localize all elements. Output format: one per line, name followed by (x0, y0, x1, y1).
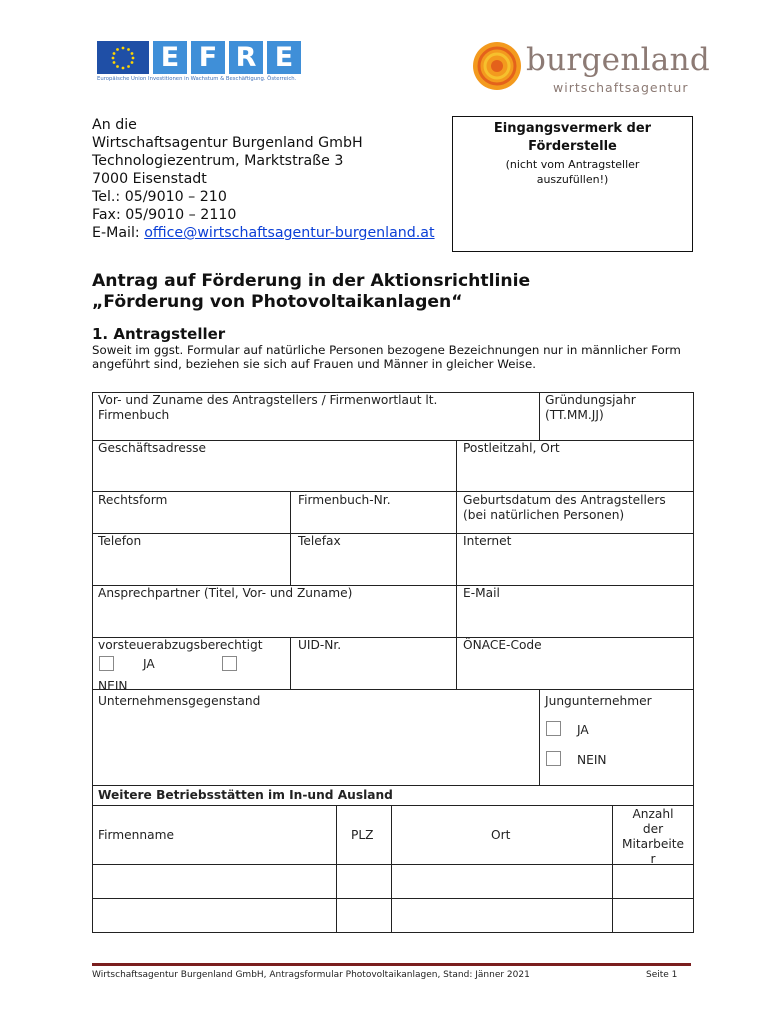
section-heading: 1. Antragsteller (92, 325, 226, 343)
stamp-note-line: (nicht vom Antragsteller (505, 158, 640, 171)
vat-yes-checkbox[interactable] (99, 656, 114, 671)
sites-heading: Weitere Betriebsstätten im In-und Ausland (98, 788, 393, 802)
footer-rule (92, 963, 691, 966)
young-entrepreneur-label: Jungunternehmer (545, 694, 652, 708)
address-line: An die (92, 117, 137, 133)
address-line: Wirtschaftsagentur Burgenland GmbH (92, 135, 363, 151)
business-address-label: Geschäftsadresse (98, 441, 207, 455)
register-number-label: Firmenbuch-Nr. (298, 493, 391, 507)
legal-form-label: Rechtsform (98, 493, 168, 507)
vat-no-label: NEIN (98, 679, 128, 693)
label-line: Geburtsdatum des Antragstellers (463, 493, 666, 507)
efre-subtitle: Europäische Union Investitionen in Wachstum & Beschäftigung. Österreich. (97, 76, 297, 82)
label-line: Vor- und Zuname des Antragstellers / Firmenwortlaut lt. (98, 393, 438, 407)
business-purpose-label: Unternehmensgegenstand (98, 694, 261, 708)
receipt-stamp-box (452, 116, 693, 252)
column-header-plz: PLZ (351, 828, 374, 842)
header-line: Anzahl (632, 807, 674, 821)
efre-letter: R (229, 41, 263, 74)
young-entrepreneur-no-label: NEIN (577, 753, 607, 767)
founding-year-label (545, 393, 636, 423)
title-line: Antrag auf Förderung in der Aktionsrichtlinie (92, 271, 531, 291)
label-line: Gründungsjahr (545, 393, 636, 407)
birthdate-label (463, 493, 666, 523)
name-label (98, 393, 437, 423)
burgenland-subtitle: wirtschaftsagentur (553, 80, 689, 95)
efre-letter: E (267, 41, 301, 74)
email-label: E-Mail (463, 586, 500, 600)
burgenland-logo (471, 40, 710, 100)
stamp-note (453, 157, 692, 187)
stamp-title-line: Eingangsvermerk der (493, 121, 652, 136)
burgenland-wordmark: burgenland (526, 42, 710, 78)
address-line: Technologiezentrum, Marktstraße 3 (92, 153, 344, 169)
young-entrepreneur-yes-checkbox[interactable] (546, 721, 561, 736)
label-line: (TT.MM.JJ) (545, 408, 604, 422)
address-line: Tel.: 05/9010 – 210 (92, 189, 227, 205)
email-link[interactable]: office@wirtschaftsagentur-burgenland.at (144, 225, 435, 241)
address-email-row (92, 224, 452, 242)
sun-spiral-icon (471, 40, 523, 92)
address-line: Fax: 05/9010 – 2110 (92, 207, 237, 223)
internet-label: Internet (463, 534, 512, 548)
column-header-company: Firmenname (98, 828, 174, 842)
header-line: Mitarbeite (621, 837, 685, 851)
efre-logo (97, 41, 307, 85)
vat-no-checkbox[interactable] (222, 656, 237, 671)
title-line: „Förderung von Photovoltaikanlagen“ (92, 292, 463, 312)
fax-label: Telefax (298, 534, 341, 548)
header-line: der (642, 822, 664, 836)
recipient-address (92, 116, 452, 242)
young-entrepreneur-no-checkbox[interactable] (546, 751, 561, 766)
onace-label: ÖNACE-Code (463, 638, 542, 652)
email-prefix: E-Mail: (92, 225, 145, 241)
document-title (92, 271, 530, 313)
efre-letter: F (191, 41, 225, 74)
eu-flag-icon (97, 41, 149, 74)
postcode-city-label: Postleitzahl, Ort (463, 441, 560, 455)
address-line: 7000 Eisenstadt (92, 171, 207, 187)
contact-person-label: Ansprechpartner (Titel, Vor- und Zuname) (98, 586, 353, 600)
page-number: Seite 1 (646, 970, 678, 980)
stamp-title-line: Förderstelle (528, 139, 617, 154)
footer-text: Wirtschaftsagentur Burgenland GmbH, Antragsformular Photovoltaikanlagen, Stand: Jänner 2021 (92, 970, 530, 980)
header-line: r (650, 852, 656, 866)
phone-label: Telefon (98, 534, 142, 548)
efre-letter: E (153, 41, 187, 74)
uid-label: UID-Nr. (298, 638, 342, 652)
young-entrepreneur-yes-label: JA (577, 723, 589, 737)
vat-yes-label: JA (143, 657, 155, 671)
stamp-title (453, 120, 692, 156)
label-line: Firmenbuch (98, 408, 170, 422)
column-header-ort: Ort (491, 828, 511, 842)
label-line: (bei natürlichen Personen) (463, 508, 625, 522)
column-header-employees (613, 807, 693, 867)
section-intro: Soweit im ggst. Formular auf natürliche Personen bezogene Bezeichnungen nur in männlicher Form angeführt sind, beziehen sie sich auf Frauen und Männer in gleicher Weise. (92, 343, 681, 371)
vat-deductible-label: vorsteuerabzugsberechtigt (98, 638, 263, 652)
stamp-note-line: auszufüllen!) (536, 173, 609, 186)
